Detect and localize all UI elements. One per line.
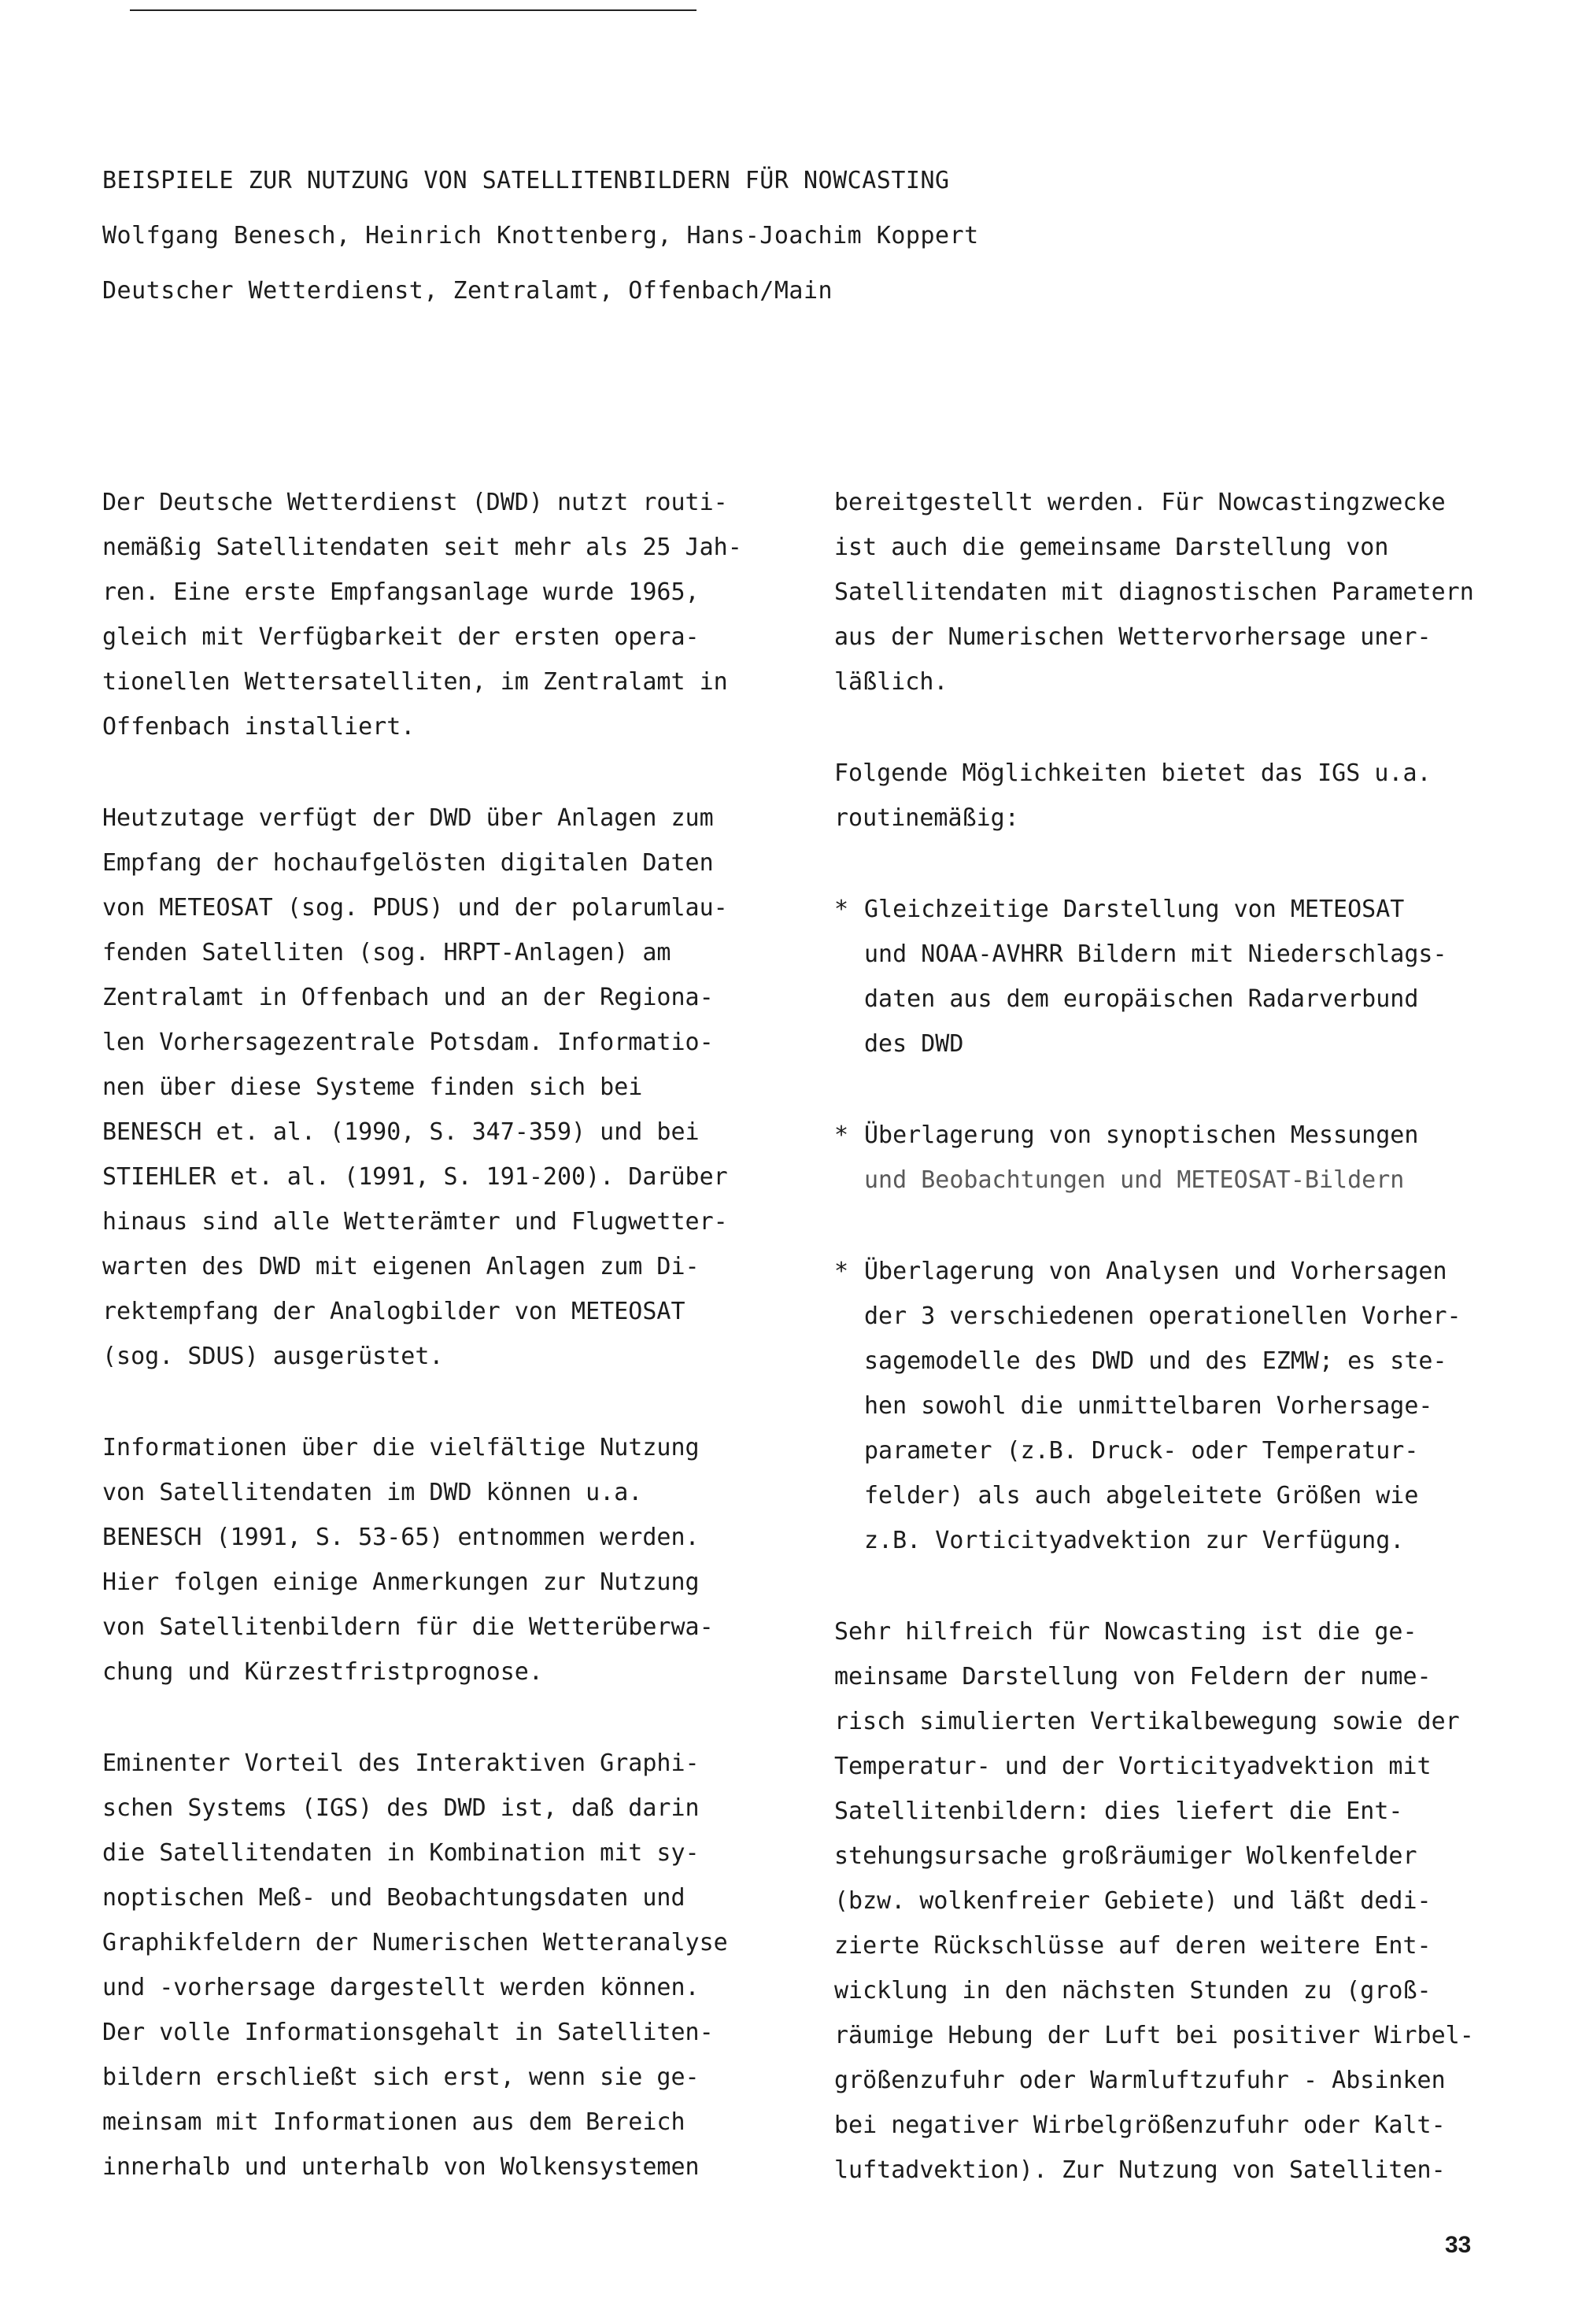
- text-line: läßlich.: [834, 668, 948, 696]
- text-line: stehungsursache großräumiger Wolkenfelder: [834, 1842, 1417, 1870]
- text-line: von Satellitendaten im DWD können u.a.: [102, 1479, 643, 1506]
- text-line: Überlagerung von Analysen und Vorhersagen: [864, 1258, 1447, 1285]
- paragraph-intro-1: [834, 480, 1511, 704]
- text-line: zierte Rückschlüsse auf deren weitere Ent-: [834, 1932, 1432, 1960]
- text-line: tionellen Wettersatelliten, im Zentralamt in: [102, 668, 728, 696]
- text-line: Überlagerung von synoptischen Messungen: [864, 1121, 1419, 1149]
- text-line: Zentralamt in Offenbach und an der Regiona-: [102, 984, 714, 1011]
- top-rule: [130, 9, 696, 11]
- text-line: rektempfang der Analogbilder von METEOSAT: [102, 1298, 685, 1325]
- text-line: räumige Hebung der Luft bei positiver Wirbel-: [834, 2022, 1474, 2049]
- text-line: bei negativer Wirbelgrößenzufuhr oder Kalt-: [834, 2112, 1446, 2139]
- paragraph-3: [102, 1425, 771, 1694]
- text-line: STIEHLER et. al. (1991, S. 191-200). Darüber: [102, 1163, 728, 1191]
- text-line: meinsame Darstellung von Feldern der nume-: [834, 1663, 1432, 1690]
- text-line: Informationen über die vielfältige Nutzung: [102, 1434, 700, 1461]
- text-line: BENESCH et. al. (1990, S. 347-359) und bei: [102, 1118, 700, 1146]
- text-line: von Satellitenbildern für die Wetterüberwa-: [102, 1613, 714, 1641]
- paragraph-4: [102, 1741, 771, 2189]
- text-line: len Vorhersagezentrale Potsdam. Informatio-: [102, 1029, 714, 1056]
- text-line: größenzufuhr oder Warmluftzufuhr - Absinken: [834, 2067, 1446, 2094]
- asterisk-bullet-icon: *: [834, 896, 849, 923]
- text-line: Hier folgen einige Anmerkungen zur Nutzung: [102, 1568, 700, 1596]
- text-line: von METEOSAT (sog. PDUS) und der polarumlau-: [102, 894, 728, 922]
- text-line: daten aus dem europäischen Radarverbund: [864, 985, 1419, 1013]
- text-line: Offenbach installiert.: [102, 713, 416, 741]
- text-line: ren. Eine erste Empfangsanlage wurde 1965,: [102, 578, 700, 606]
- text-line: (bzw. wolkenfreier Gebiete) und läßt dedi-: [834, 1887, 1432, 1915]
- paragraph-intro-2: [834, 751, 1511, 841]
- bullet-text: [864, 887, 1511, 1066]
- text-line: ist auch die gemeinsame Darstellung von: [834, 534, 1389, 561]
- text-line: Empfang der hochaufgelösten digitalen Daten: [102, 849, 714, 877]
- text-line: nen über diese Systeme finden sich bei: [102, 1073, 643, 1101]
- text-line: warten des DWD mit eigenen Anlagen zum Di-: [102, 1253, 700, 1280]
- text-line: die Satellitendaten in Kombination mit sy-: [102, 1839, 700, 1867]
- text-line: und -vorhersage dargestellt werden können.: [102, 1974, 700, 2001]
- paragraph-1: [102, 480, 771, 749]
- text-line: bereitgestellt werden. Für Nowcastingzwecke: [834, 489, 1446, 516]
- text-line: aus der Numerischen Wettervorhersage uner-: [834, 623, 1432, 651]
- text-line: felder) als auch abgeleitete Größen wie: [864, 1482, 1419, 1509]
- text-line: risch simulierten Vertikalbewegung sowie der: [834, 1708, 1460, 1735]
- text-line: parameter (z.B. Druck- oder Temperatur-: [864, 1437, 1419, 1465]
- paper-affiliation: Deutscher Wetterdienst, Zentralamt, Offenbach/Main: [102, 277, 833, 305]
- bullet-item: [834, 887, 1511, 1066]
- text-line: und NOAA-AVHRR Bildern mit Niederschlags-: [864, 940, 1447, 968]
- text-line: fenden Satelliten (sog. HRPT-Anlagen) am: [102, 939, 671, 966]
- right-column: [834, 480, 1511, 2239]
- bullet-text: [864, 1113, 1511, 1203]
- text-line: noptischen Meß- und Beobachtungsdaten und: [102, 1884, 685, 1912]
- text-line: schen Systems (IGS) des DWD ist, daß darin: [102, 1794, 700, 1822]
- paper-title: BEISPIELE ZUR NUTZUNG VON SATELLITENBILDERN FÜR NOWCASTING: [102, 167, 950, 194]
- text-line: Graphikfeldern der Numerischen Wetteranalyse: [102, 1929, 728, 1956]
- text-line: hinaus sind alle Wetterämter und Flugwetter-: [102, 1208, 728, 1236]
- text-line: sagemodelle des DWD und des EZMW; es ste-: [864, 1347, 1447, 1375]
- text-line: Satellitenbildern: dies liefert die Ent-: [834, 1797, 1403, 1825]
- text-line: innerhalb und unterhalb von Wolkensystemen: [102, 2153, 700, 2181]
- paper-header: [102, 153, 1204, 319]
- text-line: meinsam mit Informationen aus dem Bereich: [102, 2108, 685, 2136]
- text-line: der 3 verschiedenen operationellen Vorher-: [864, 1302, 1461, 1330]
- text-line: Sehr hilfreich für Nowcasting ist die ge-: [834, 1618, 1417, 1646]
- paper-authors: Wolfgang Benesch, Heinrich Knottenberg, Hans-Joachim Koppert: [102, 222, 979, 249]
- text-line: BENESCH (1991, S. 53-65) entnommen werden.: [102, 1524, 700, 1551]
- text-line: Folgende Möglichkeiten bietet das IGS u.a.: [834, 759, 1432, 787]
- text-line: (sog. SDUS) ausgerüstet.: [102, 1343, 444, 1370]
- text-line: Temperatur- und der Vorticityadvektion mit: [834, 1753, 1432, 1780]
- paragraph-closing: [834, 1609, 1511, 2193]
- page-number: 33: [1445, 2232, 1472, 2258]
- text-line: wicklung in den nächsten Stunden zu (groß-: [834, 1977, 1432, 2004]
- text-line: chung und Kürzestfristprognose.: [102, 1658, 543, 1686]
- bullet-item: [834, 1249, 1511, 1563]
- text-line: Gleichzeitige Darstellung von METEOSAT: [864, 896, 1405, 923]
- text-line: Der Deutsche Wetterdienst (DWD) nutzt routi-: [102, 489, 728, 516]
- text-line: hen sowohl die unmittelbaren Vorhersage-: [864, 1392, 1433, 1420]
- text-line: und Beobachtungen und METEOSAT-Bildern: [864, 1166, 1405, 1194]
- text-line: routinemäßig:: [834, 804, 1019, 832]
- text-line: gleich mit Verfügbarkeit der ersten opera-: [102, 623, 700, 651]
- asterisk-bullet-icon: *: [834, 1258, 849, 1285]
- text-line: bildern erschließt sich erst, wenn sie ge-: [102, 2064, 700, 2091]
- text-line: Der volle Informationsgehalt in Satelliten-: [102, 2019, 714, 2046]
- text-line: Eminenter Vorteil des Interaktiven Graphi-: [102, 1749, 700, 1777]
- paragraph-2: [102, 796, 771, 1379]
- text-line: luftadvektion). Zur Nutzung von Satelliten-: [834, 2156, 1446, 2184]
- text-line: z.B. Vorticityadvektion zur Verfügung.: [864, 1527, 1405, 1554]
- bullet-text: [864, 1249, 1511, 1563]
- text-line: des DWD: [864, 1030, 964, 1058]
- text-line: nemäßig Satellitendaten seit mehr als 25 Jah-: [102, 534, 742, 561]
- text-line: Satellitendaten mit diagnostischen Parametern: [834, 578, 1474, 606]
- left-column: [102, 480, 771, 2236]
- text-line: Heutzutage verfügt der DWD über Anlagen zum: [102, 804, 714, 832]
- bullet-item: [834, 1113, 1511, 1203]
- asterisk-bullet-icon: *: [834, 1121, 849, 1149]
